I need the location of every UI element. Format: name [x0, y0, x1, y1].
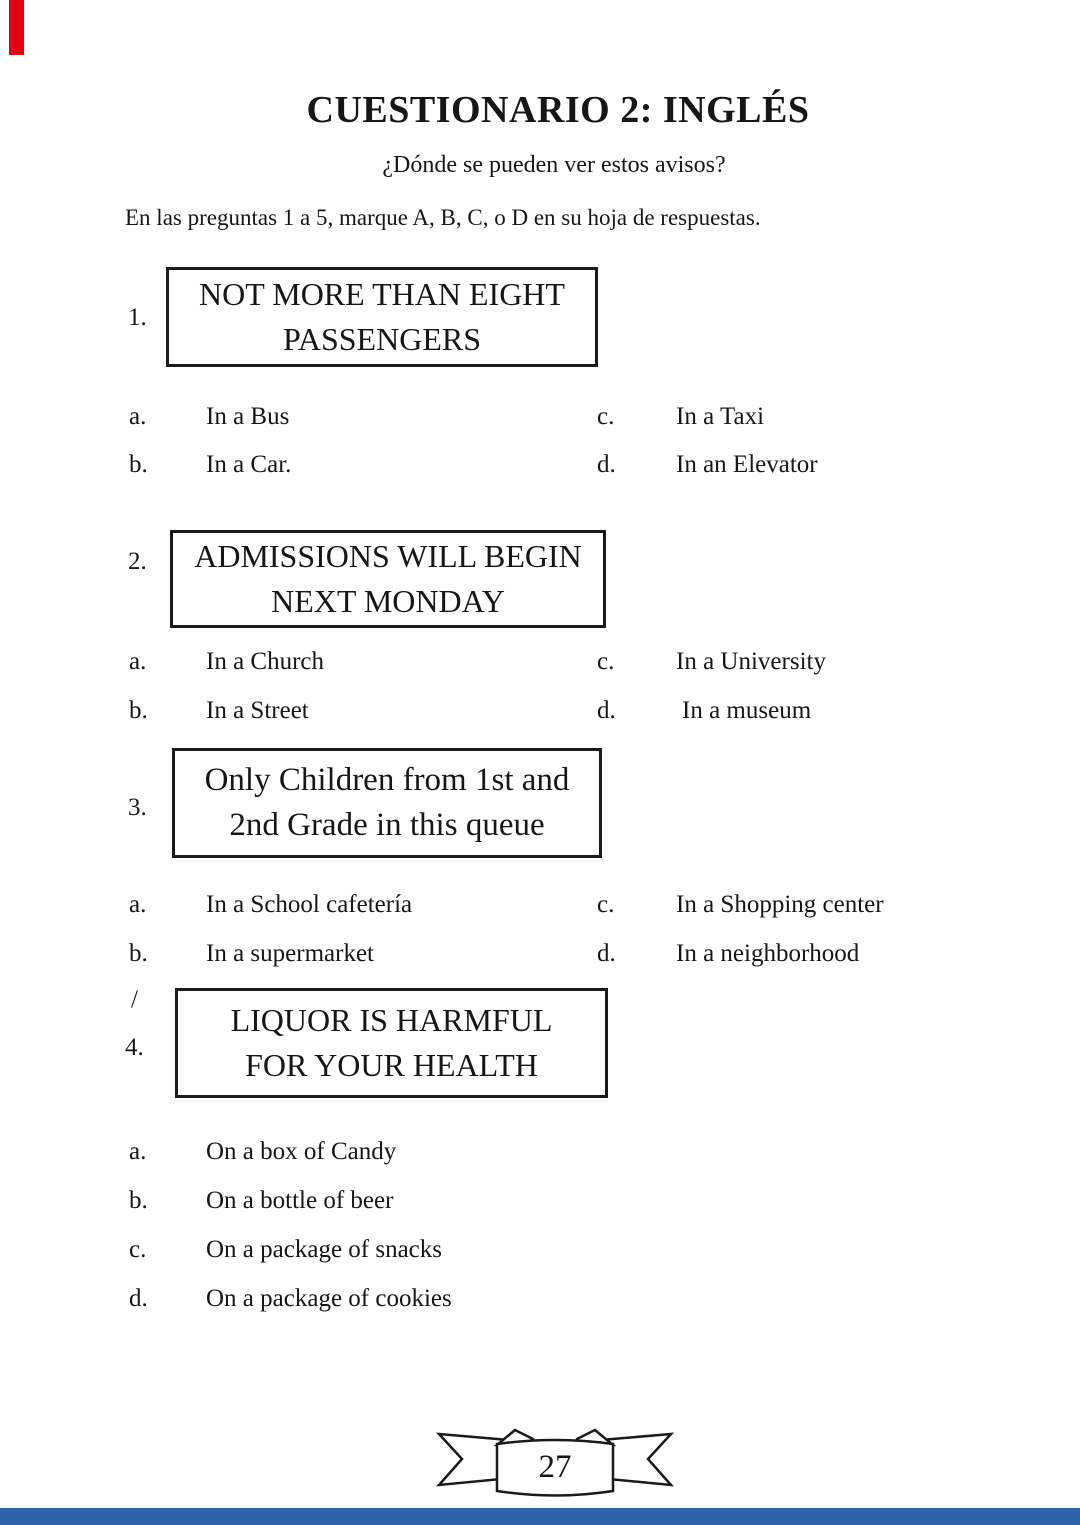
q3-option-d-letter: d. — [597, 940, 616, 967]
question-4-sign-box — [175, 988, 608, 1098]
q4-option-b-text: On a bottle of beer — [206, 1187, 394, 1214]
question-1-sign-line-2: PASSENGERS — [282, 321, 481, 357]
q1-option-c-text: In a Taxi — [676, 403, 765, 430]
q1-option-d-letter: d. — [597, 451, 616, 478]
question-2-sign-box — [170, 530, 606, 628]
page-subtitle: ¿Dónde se pueden ver estos avisos? — [382, 152, 726, 178]
q3-option-a-text: In a School cafetería — [206, 891, 413, 918]
question-4-number: 4. — [125, 1034, 144, 1061]
q3-option-c-text: In a Shopping center — [676, 891, 884, 918]
q1-option-a-text: In a Bus — [206, 403, 290, 430]
question-3-number: 3. — [128, 794, 147, 821]
question-1-sign-line-1: NOT MORE THAN EIGHT — [199, 276, 565, 312]
question-1-sign-box — [166, 267, 598, 367]
question-4-sign-line-2: FOR YOUR HEALTH — [245, 1047, 538, 1083]
q4-option-d-letter: d. — [129, 1285, 148, 1312]
q1-option-b-letter: b. — [129, 451, 148, 478]
question-2-number: 2. — [128, 548, 147, 575]
page-number-ribbon — [435, 1425, 675, 1510]
q4-option-a-text: On a box of Candy — [206, 1138, 397, 1165]
q3-option-c-letter: c. — [597, 891, 615, 918]
q2-option-a-text: In a Church — [206, 648, 325, 675]
question-4-prefix-slash: / — [131, 986, 138, 1013]
q1-option-b-text: In a Car. — [206, 451, 292, 478]
q2-option-b-text: In a Street — [206, 697, 309, 724]
q2-option-b-letter: b. — [129, 697, 148, 724]
page-title: CUESTIONARIO 2: INGLÉS — [306, 89, 810, 131]
question-2-sign-line-1: ADMISSIONS WILL BEGIN — [194, 538, 582, 574]
q3-option-a-letter: a. — [129, 891, 147, 918]
q1-option-c-letter: c. — [597, 403, 615, 430]
q4-option-b-letter: b. — [129, 1187, 148, 1214]
q2-option-a-letter: a. — [129, 648, 147, 675]
q4-option-a-letter: a. — [129, 1138, 147, 1165]
q4-option-d-text: On a package of cookies — [206, 1285, 452, 1312]
q2-option-c-letter: c. — [597, 648, 615, 675]
q2-option-d-text: In a museum — [682, 697, 812, 724]
q3-option-b-text: In a supermarket — [206, 940, 374, 967]
q3-option-b-letter: b. — [129, 940, 148, 967]
question-1-number: 1. — [128, 304, 147, 331]
page-edge-red-mark — [9, 0, 24, 55]
question-3-sign-box — [172, 748, 602, 858]
q4-option-c-text: On a package of snacks — [206, 1236, 443, 1263]
q2-option-c-text: In a University — [676, 648, 826, 675]
question-3-sign-line-1: Only Children from 1st and — [204, 762, 570, 798]
question-4-sign-line-1: LIQUOR IS HARMFUL — [230, 1002, 553, 1038]
instructions-text: En las preguntas 1 a 5, marque A, B, C, o D en su hoja de respuestas. — [125, 205, 761, 230]
q4-option-c-letter: c. — [129, 1236, 147, 1263]
question-2-sign-line-2: NEXT MONDAY — [271, 583, 505, 619]
q1-option-d-text: In an Elevator — [676, 451, 818, 478]
q2-option-d-letter: d. — [597, 697, 616, 724]
q3-option-d-text: In a neighborhood — [676, 940, 860, 967]
page-number: 27 — [538, 1449, 572, 1485]
q1-option-a-letter: a. — [129, 403, 147, 430]
question-3-sign-line-2: 2nd Grade in this queue — [229, 807, 545, 843]
page-edge-blue-bar — [0, 1508, 1080, 1525]
